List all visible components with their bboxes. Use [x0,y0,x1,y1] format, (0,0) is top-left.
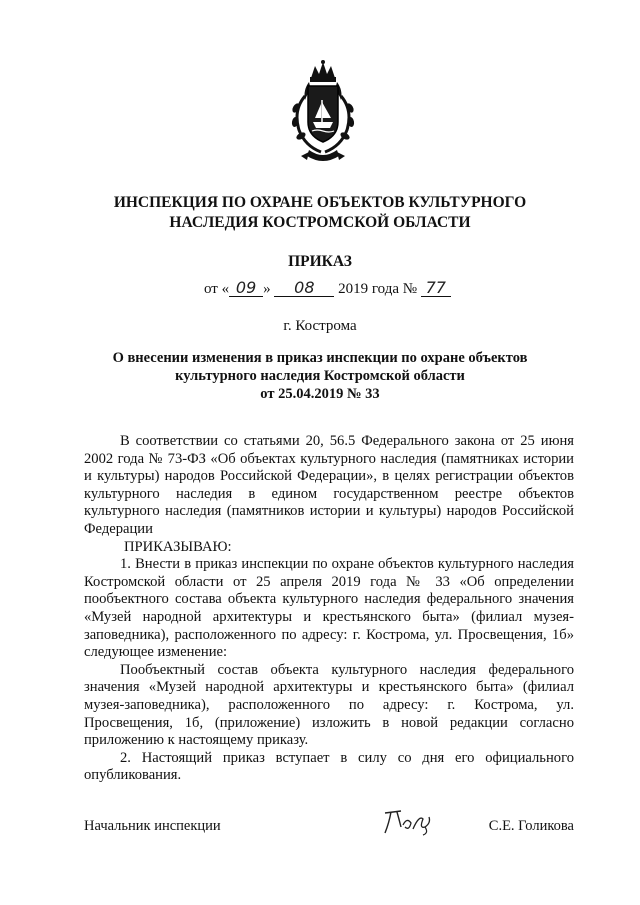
order-date-line [204,279,451,298]
date-month: 08 [274,279,334,297]
item-1-text-paragraph: Пообъектный состав объекта культурного наследия федерального значения «Музей народной архитектуры и крестьянского быта» (филиал музея-заповедника), расположенного по адресу: г. Кострома, ул. Просвещения, 1б, (приложение) изложить в новой редакции согласно приложению к настоящему приказу. [84,661,574,749]
order-number: 77 [421,279,451,297]
organization-name [0,193,640,233]
org-line-2: НАСЛЕДИЯ КОСТРОМСКОЙ ОБЛАСТИ [169,214,471,231]
date-prefix: от « [204,281,230,297]
signatory-position: Начальник инспекции [84,818,221,834]
handwritten-signature [379,807,439,837]
item-1-paragraph: 1. Внести в приказ инспекции по охране объектов культурного наследия Костромской области от 25 апреля 2019 года № 33 «Об определении пообъектного состава объекта культурного наследия федерального значения «Музей народной архитектуры и крестьянского быта» (филиал музея-заповедника), расположенного по адресу: г. Кострома, ул. Просвещения, 1б» следующее изменение: [84,556,574,661]
city: г. Кострома [283,318,357,334]
item-2-paragraph: 2. Настоящий приказ вступает в силу со дня его официального опубликования. [84,749,574,784]
document-type: ПРИКАЗ [288,253,352,270]
subject-line-2: культурного наследия Костромской области [175,368,465,384]
order-word: ПРИКАЗЫВАЮ: [124,538,232,555]
date-year-text: 2019 года № [338,281,418,297]
coat-of-arms-emblem [281,60,365,168]
org-line-1: ИНСПЕКЦИЯ ПО ОХРАНЕ ОБЪЕКТОВ КУЛЬТУРНОГО [113,194,527,211]
date-day: 09 [229,279,263,297]
order-subject [60,349,580,403]
date-mid: » [263,281,271,297]
subject-line-1: О внесении изменения в приказ инспекции по охране объектов [112,350,528,366]
preamble-paragraph: В соответствии со статьями 20, 56.5 Федерального закона от 25 июня 2002 года № 73-ФЗ «Об объектах культурного наследия (памятниках истории и культуры) народов Российской Федерации», в целях регистрации объектов культурного наследия в едином государственном реестре объектов культурного наследия (памятников истории и культуры) народов Российской Федерации [84,433,574,537]
order-body [84,433,574,785]
signatory-name: С.Е. Голикова [488,818,574,834]
subject-line-3: от 25.04.2019 № 33 [260,386,380,402]
